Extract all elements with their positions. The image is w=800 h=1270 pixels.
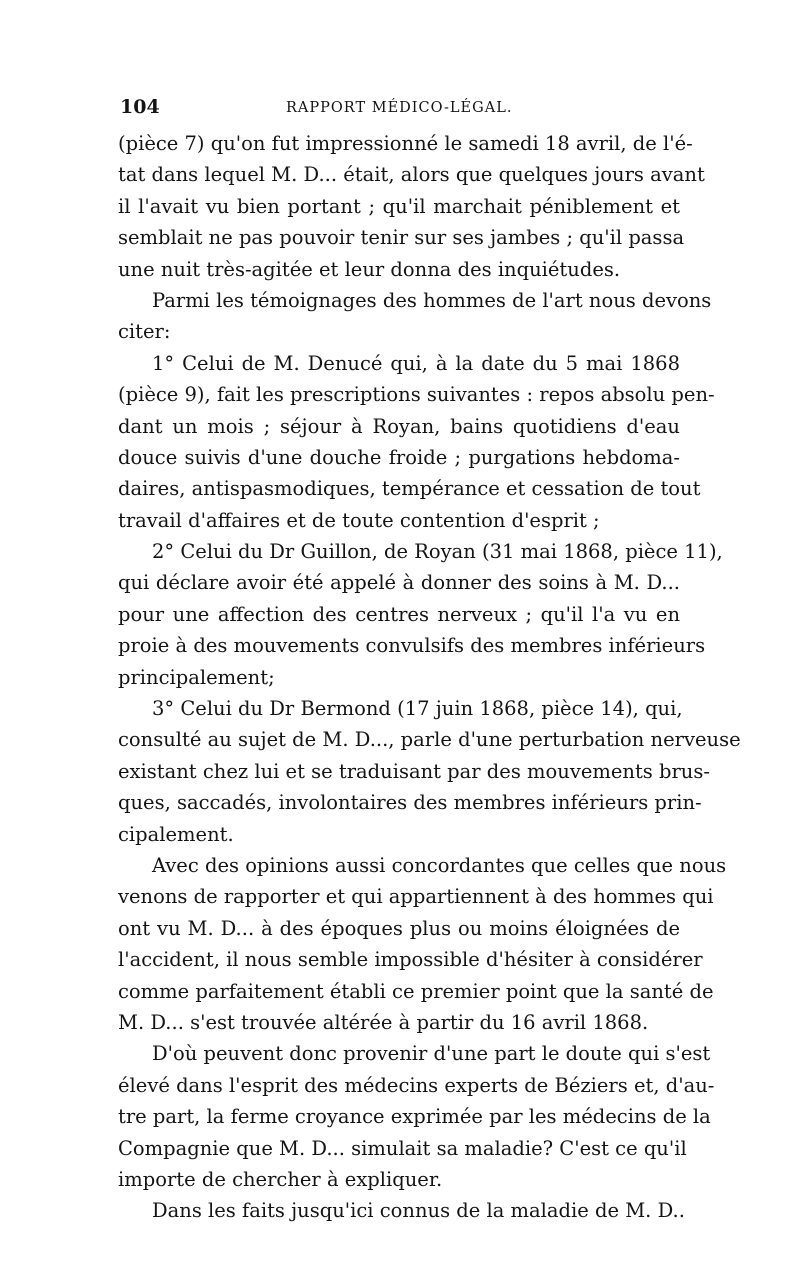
text-line: 3° Celui du Dr Bermond (17 juin 1868, pièce 14), qui, <box>152 697 683 721</box>
text-line: ont vu M. D... à des époques plus ou moins éloignées de <box>118 916 680 940</box>
text-line: l'accident, il nous semble impossible d'hésiter à considérer <box>118 948 703 972</box>
text-line: travail d'affaires et de toute contention d'esprit ; <box>118 508 600 532</box>
page-number: 104 <box>120 96 160 118</box>
book-page <box>118 96 741 1223</box>
text-line: Parmi les témoignages des hommes de l'art nous devons <box>152 288 712 312</box>
text-line: pour une affection des centres nerveux ; qu'il l'a vu en <box>118 602 680 626</box>
text-line: principalement; <box>118 665 275 689</box>
text-line: D'où peuvent donc provenir d'une part le doute qui s'est <box>152 1042 711 1066</box>
text-line: Avec des opinions aussi concordantes que celles que nous <box>152 853 727 877</box>
running-head: RAPPORT MÉDICO-LÉGAL. <box>286 100 513 116</box>
text-line: cipalement. <box>118 822 234 846</box>
text-line: une nuit très-agitée et leur donna des inquiétudes. <box>118 257 621 281</box>
text-line: (pièce 9), fait les prescriptions suivantes : repos absolu pen- <box>118 383 715 407</box>
text-line: élevé dans l'esprit des médecins experts de Béziers et, d'au- <box>118 1073 715 1097</box>
text-line: consulté au sujet de M. D..., parle d'une perturbation nerveuse <box>118 728 741 752</box>
text-line: semblait ne pas pouvoir tenir sur ses jambes ; qu'il passa <box>118 226 685 250</box>
text-line: citer: <box>118 320 171 344</box>
text-line: dant un mois ; séjour à Royan, bains quotidiens d'eau <box>118 414 680 438</box>
text-line: 2° Celui du Dr Guillon, de Royan (31 mai 1868, pièce 11), <box>152 540 723 564</box>
text-line: tat dans lequel M. D... était, alors que quelques jours avant <box>118 163 705 187</box>
text-line: il l'avait vu bien portant ; qu'il marchait péniblement et <box>118 194 680 218</box>
text-line: ques, saccadés, involontaires des membres inférieurs prin- <box>118 791 702 815</box>
text-line: M. D... s'est trouvée altérée à partir du 16 avril 1868. <box>118 1010 649 1034</box>
page-header <box>118 96 680 124</box>
text-line: daires, antispasmodiques, tempérance et cessation de tout <box>118 477 701 501</box>
text-line: douce suivis d'une douche froide ; purgations hebdoma- <box>118 445 680 469</box>
text-line: tre part, la ferme croyance exprimée par les médecins de la <box>118 1105 711 1129</box>
text-line: 1° Celui de M. Denucé qui, à la date du 5 mai 1868 <box>152 351 680 375</box>
body-text <box>118 128 741 1227</box>
text-line: qui déclare avoir été appelé à donner des soins à M. D... <box>118 571 680 595</box>
text-line: comme parfaitement établi ce premier point que la santé de <box>118 979 714 1003</box>
text-line: (pièce 7) qu'on fut impressionné le samedi 18 avril, de l'é- <box>118 132 693 155</box>
text-line: venons de rapporter et qui appartiennent à des hommes qui <box>118 885 714 909</box>
text-line: existant chez lui et se traduisant par des mouvements brus- <box>118 759 710 783</box>
text-line: importe de chercher à expliquer. <box>118 1167 443 1191</box>
text-line: Compagnie que M. D... simulait sa maladie? C'est ce qu'il <box>118 1136 687 1160</box>
text-line: proie à des mouvements convulsifs des membres inférieurs <box>118 634 706 658</box>
text-line: Dans les faits jusqu'ici connus de la maladie de M. D.. <box>152 1199 685 1223</box>
